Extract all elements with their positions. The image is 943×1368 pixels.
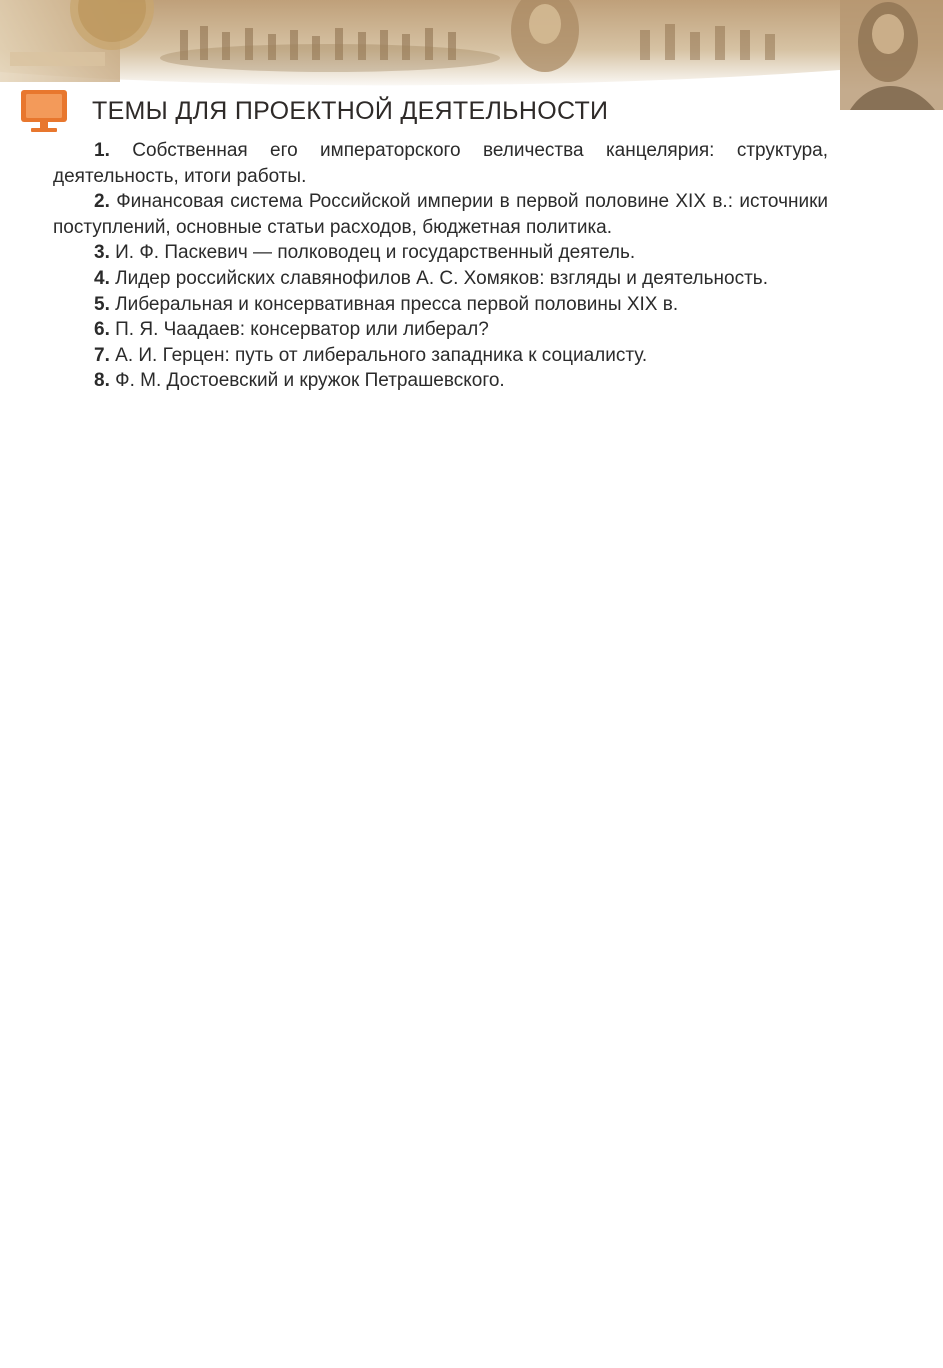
page-title: ТЕМЫ ДЛЯ ПРОЕКТНОЙ ДЕЯТЕЛЬНОСТИ xyxy=(92,96,609,125)
item-number: 1. xyxy=(94,140,110,161)
list-item xyxy=(53,368,828,394)
item-text: Собственная его императорского величества канцелярия: структура, деятельность, итоги работы. xyxy=(53,140,829,187)
list-item xyxy=(53,240,828,266)
item-number: 4. xyxy=(94,267,110,289)
item-number: 7. xyxy=(94,344,110,366)
item-number: 5. xyxy=(94,293,110,315)
item-number: 2. xyxy=(94,191,110,213)
list-item xyxy=(53,343,828,369)
item-text: И. Ф. Паскевич — полководец и государственный деятель. xyxy=(115,242,636,264)
item-number: 6. xyxy=(94,319,110,341)
monitor-icon xyxy=(18,88,70,134)
item-text: П. Я. Чаадаев: консерватор или либерал? xyxy=(115,319,489,341)
item-text: Финансовая система Российской империи в первой половине XIX в.: источники поступлений, основные статьи расходов, бюджетная политика. xyxy=(53,191,829,238)
item-text: Лидер российских славянофилов А. С. Хомяков: взгляды и деятельность. xyxy=(115,267,768,289)
item-number: 8. xyxy=(94,370,110,392)
item-number: 3. xyxy=(94,242,110,264)
list-item xyxy=(53,266,828,292)
list-item xyxy=(53,292,828,318)
topic-list xyxy=(53,138,828,394)
item-text: А. И. Герцен: путь от либерального западника к социалисту. xyxy=(115,344,648,366)
item-text: Ф. М. Достоевский и кружок Петрашевского. xyxy=(115,370,505,392)
list-item xyxy=(53,138,828,189)
list-item xyxy=(53,317,828,343)
section-heading xyxy=(18,88,608,134)
list-item xyxy=(53,189,828,240)
item-text: Либеральная и консервативная пресса первой половины XIX в. xyxy=(115,293,679,315)
